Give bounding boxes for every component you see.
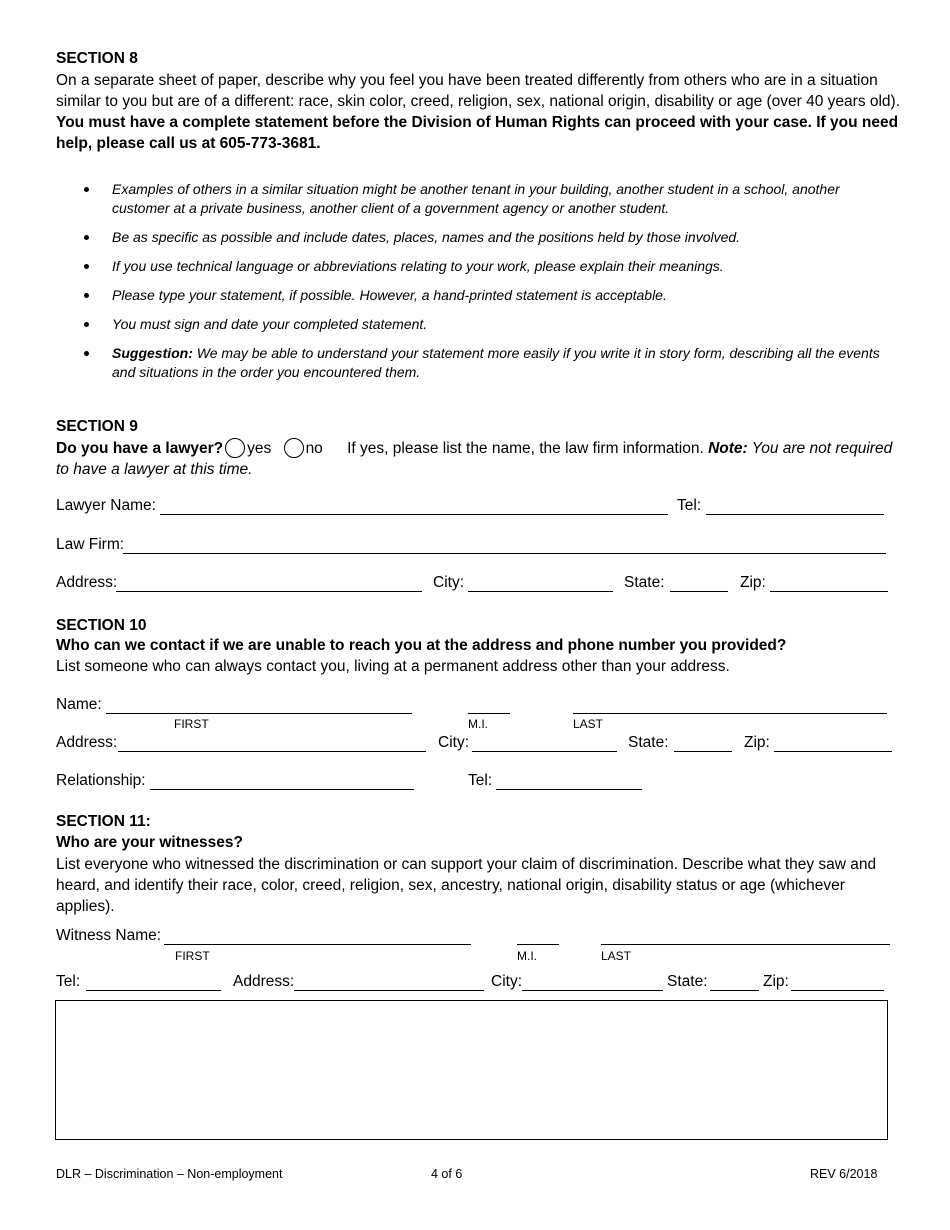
- witness-city-field[interactable]: [522, 990, 663, 991]
- lawyer-state-field[interactable]: [670, 591, 728, 592]
- footer-page-number: 4 of 6: [431, 1167, 463, 1181]
- relationship-field[interactable]: [150, 789, 414, 790]
- section8-intro-text: On a separate sheet of paper, describe why you feel you have been treated differently from others who are in a situation similar to you but are of a different: race, skin color, creed, religion, sex, national origin, disability or age (over 40 years old).: [56, 72, 901, 110]
- contact-address-label: Address:: [56, 734, 118, 751]
- bullet-icon: [84, 322, 89, 327]
- law-firm-field[interactable]: [123, 553, 886, 554]
- contact-zip-label: Zip:: [744, 734, 770, 751]
- witness-tel-field[interactable]: [86, 990, 221, 991]
- lawyer-no-radio[interactable]: [284, 438, 304, 458]
- lawyer-address-label: Address:: [56, 574, 118, 591]
- lawyer-city-field[interactable]: [468, 591, 613, 592]
- section11-instruction: List everyone who witnessed the discrimination or can support your claim of discrimination. Describe what they saw and heard, and identify their race, color, creed, religion, sex, ancestry, national origin, disability status or age (whichever applies).: [56, 856, 877, 915]
- note-label: Note:: [708, 440, 748, 457]
- witness-state-field[interactable]: [710, 990, 759, 991]
- witness-last-name-field[interactable]: [601, 944, 890, 945]
- lawyer-tel-label: Tel:: [677, 497, 702, 514]
- yes-label: yes: [247, 440, 272, 457]
- witness-zip-field[interactable]: [791, 990, 884, 991]
- lawyer-yes-radio[interactable]: [225, 438, 245, 458]
- contact-zip-field[interactable]: [774, 751, 892, 752]
- contact-mi-field[interactable]: [468, 713, 510, 714]
- witness-zip-label: Zip:: [763, 973, 789, 990]
- contact-city-field[interactable]: [472, 751, 617, 752]
- list-item: If you use technical language or abbreviations relating to your work, please explain their meanings.: [82, 257, 897, 276]
- witness-first-name-field[interactable]: [164, 944, 471, 945]
- lawyer-address-field[interactable]: [116, 591, 422, 592]
- section10-heading: SECTION 10: [56, 617, 147, 634]
- list-item: Suggestion: We may be able to understand your statement more easily if you write it in story form, describing all the events and situations in the order you encountered them.: [82, 344, 897, 382]
- lawyer-city-label: City:: [433, 574, 464, 591]
- suggestion-label: Suggestion:: [112, 345, 193, 361]
- witness-mi-field[interactable]: [517, 944, 559, 945]
- witness-address-field[interactable]: [294, 990, 484, 991]
- contact-last-caption: LAST: [573, 717, 604, 731]
- lawyer-state-label: State:: [624, 574, 665, 591]
- lawyer-name-label: Lawyer Name:: [56, 497, 156, 514]
- witness-description-box[interactable]: [55, 1000, 888, 1140]
- contact-first-name-field[interactable]: [106, 713, 412, 714]
- lawyer-name-field[interactable]: [160, 514, 668, 515]
- contact-mi-caption: M.I.: [468, 717, 488, 731]
- bullet-icon: [84, 351, 89, 356]
- section10-instruction: List someone who can always contact you, living at a permanent address other than your address.: [56, 658, 730, 675]
- contact-address-field[interactable]: [118, 751, 426, 752]
- note-text: You are not required to have a lawyer at this time.: [56, 440, 893, 478]
- witness-city-label: City:: [491, 973, 522, 990]
- bullet-icon: [84, 293, 89, 298]
- section8-intro-bold: You must have a complete statement before the Division of Human Rights can proceed with your case. If you need help, please call us at 605-773-3681.: [56, 114, 899, 152]
- no-label: no: [305, 440, 323, 457]
- contact-state-label: State:: [628, 734, 669, 751]
- bullet-icon: [84, 187, 89, 192]
- section8-intro: [56, 70, 901, 154]
- witness-name-label: Witness Name:: [56, 927, 162, 944]
- section8-bullet-list: [82, 180, 897, 392]
- contact-last-name-field[interactable]: [573, 713, 887, 714]
- section11-heading: SECTION 11:: [56, 813, 151, 830]
- section9-question-row: [56, 438, 901, 480]
- lawyer-tel-field[interactable]: [706, 514, 884, 515]
- lawyer-instruction: If yes, please list the name, the law firm information.: [347, 440, 704, 457]
- witness-first-caption: FIRST: [175, 949, 210, 963]
- footer-form-name: DLR – Discrimination – Non-employment: [56, 1167, 283, 1181]
- contact-state-field[interactable]: [674, 751, 732, 752]
- list-item: Examples of others in a similar situation might be another tenant in your building, another student in a school, another customer at a private business, another client of a government agency or another student.: [82, 180, 897, 218]
- witness-address-label: Address:: [233, 973, 295, 990]
- list-item: Please type your statement, if possible. However, a hand-printed statement is acceptable.: [82, 286, 897, 305]
- contact-first-caption: FIRST: [174, 717, 209, 731]
- footer-revision: REV 6/2018: [810, 1167, 878, 1181]
- witness-last-caption: LAST: [601, 949, 632, 963]
- contact-tel-field[interactable]: [496, 789, 642, 790]
- relationship-label: Relationship:: [56, 772, 146, 789]
- bullet-icon: [84, 264, 89, 269]
- section8-heading: SECTION 8: [56, 50, 138, 67]
- list-item: You must sign and date your completed statement.: [82, 315, 897, 334]
- contact-name-label: Name:: [56, 696, 102, 713]
- witness-mi-caption: M.I.: [517, 949, 537, 963]
- contact-city-label: City:: [438, 734, 469, 751]
- lawyer-question: Do you have a lawyer?: [56, 440, 224, 457]
- lawyer-zip-field[interactable]: [770, 591, 888, 592]
- lawyer-zip-label: Zip:: [740, 574, 766, 591]
- section9-heading: SECTION 9: [56, 418, 138, 435]
- law-firm-label: Law Firm:: [56, 536, 125, 553]
- witness-tel-label: Tel:: [56, 973, 81, 990]
- section10-question: Who can we contact if we are unable to reach you at the address and phone number you provided?: [56, 637, 787, 654]
- section11-question: Who are your witnesses?: [56, 834, 243, 851]
- bullet-icon: [84, 235, 89, 240]
- witness-state-label: State:: [667, 973, 708, 990]
- list-item: Be as specific as possible and include dates, places, names and the positions held by those involved.: [82, 228, 897, 247]
- contact-tel-label: Tel:: [468, 772, 493, 789]
